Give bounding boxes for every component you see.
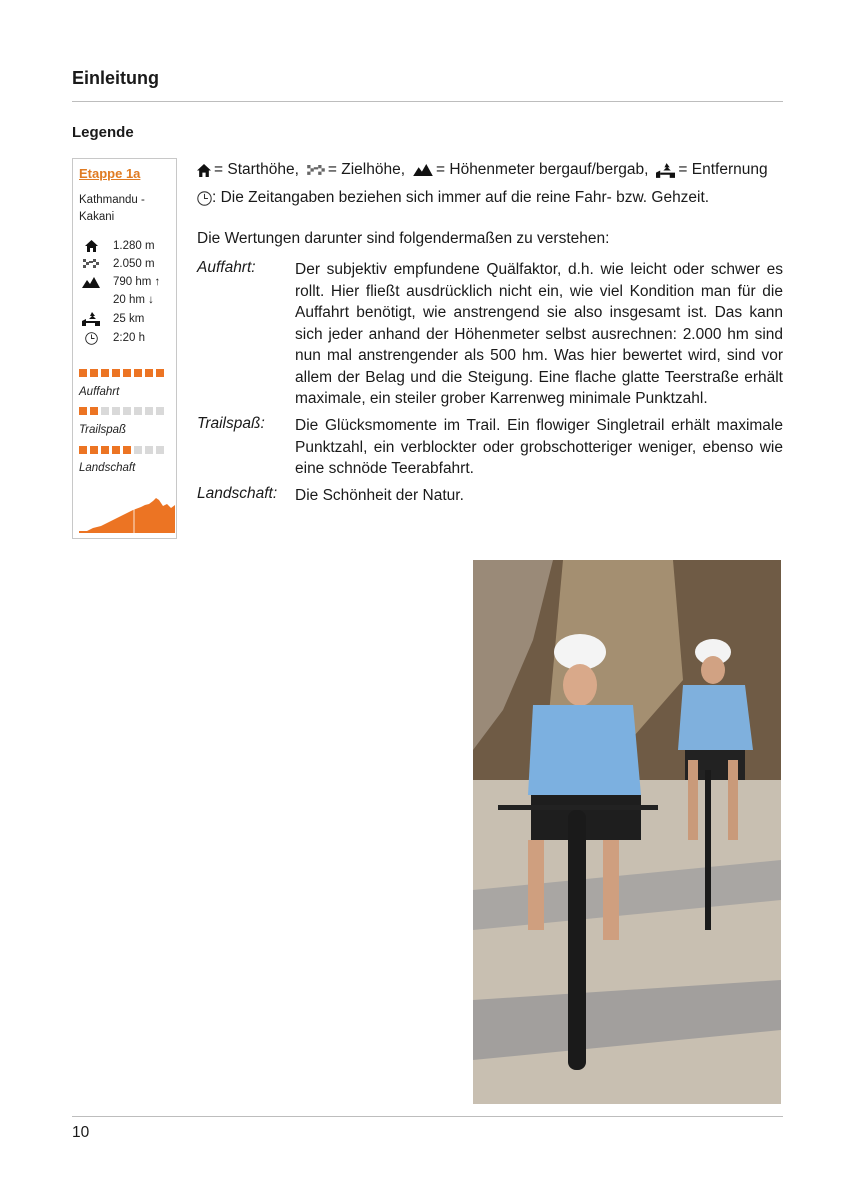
- header-divider: [72, 101, 783, 102]
- clock-icon: [79, 332, 103, 345]
- mountains-icon: [413, 164, 433, 176]
- stat-distance: 25 km: [79, 310, 144, 328]
- house-icon: [197, 164, 211, 177]
- elevation-profile-chart: [79, 497, 175, 533]
- stage-title[interactable]: Etappe 1a: [79, 166, 141, 181]
- photo-illustration: [473, 560, 781, 1104]
- stage-legend-box: [72, 158, 177, 539]
- stat-elevation-up: 790 hm ↑: [79, 273, 160, 291]
- rating-label-trailspass: Trailspaß: [79, 424, 127, 436]
- checkered-flags-icon: [307, 165, 325, 176]
- section-title: Legende: [72, 124, 134, 141]
- rating-label-auffahrt: Auffahrt: [79, 386, 120, 398]
- legend-symbols-line: = Starthöhe, = Zielhöhe, = Höhenmeter bergauf/bergab, = Entfernung: [197, 161, 768, 179]
- house-icon: [79, 240, 103, 252]
- stat-target-height: 2.050 m: [79, 255, 155, 273]
- cyclist-distance-icon: [656, 163, 675, 178]
- page-number: 10: [72, 1124, 90, 1141]
- definition-text-auffahrt: Der subjektiv empfundene Quälfaktor, d.h. wie leicht oder schwer es rollt. Hier fließt ausdrücklich nicht ein, wie viel Kondition man für die Auffahrt benötigt, wie anstrengend sie also insgesamt ist. Das kann sich jeder anhand der Höhenmeter selbst ausrechnen: 2.000 hm sind nun mal anstrengender als 500 hm. Was hier bewertet wird, sind vor allem der Belag und die Steigung. Eine flache glatte Teerstraße erhält maximale, ein steiler grober Karrenweg minimale Punktzahl.: [295, 261, 783, 407]
- legend-time-line: : Die Zeitangaben beziehen sich immer auf die reine Fahr- bzw. Gehzeit.: [197, 189, 709, 207]
- checkered-flags-icon: [79, 259, 103, 269]
- mountain-bikers-photo: [473, 560, 781, 1104]
- definition-text-trailspass: Die Glücksmomente im Trail. Ein flowiger Singletrail erhält maximale Punktzahl, ein verblockter oder grobschotteriger weniger, ebenso wie eine schnöde Teerabfahrt.: [295, 417, 783, 477]
- stat-start-height: 1.280 m: [79, 237, 155, 255]
- rating-label-landschaft: Landschaft: [79, 462, 136, 474]
- mountains-icon: [79, 277, 103, 288]
- stage-route: Kathmandu - Kakani: [79, 194, 145, 223]
- stat-elevation-down: 20 hm ↓: [113, 294, 154, 306]
- rating-bar-landschaft: [79, 446, 164, 454]
- stat-time: 2:20 h: [79, 329, 145, 347]
- rating-bar-trailspass: [79, 407, 164, 415]
- rating-bar-auffahrt: [79, 369, 164, 377]
- definition-term-auffahrt: Auffahrt:: [197, 259, 256, 276]
- cyclist-distance-icon: [79, 312, 103, 326]
- definition-term-landschaft: Landschaft:: [197, 485, 278, 502]
- definition-text-landschaft: Die Schönheit der Natur.: [295, 487, 464, 504]
- clock-icon: [197, 191, 212, 206]
- footer-divider: [72, 1116, 783, 1117]
- ratings-intro: Die Wertungen darunter sind folgendermaßen zu verstehen:: [197, 230, 610, 247]
- chapter-title: Einleitung: [72, 68, 159, 88]
- definition-term-trailspass: Trailspaß:: [197, 415, 265, 432]
